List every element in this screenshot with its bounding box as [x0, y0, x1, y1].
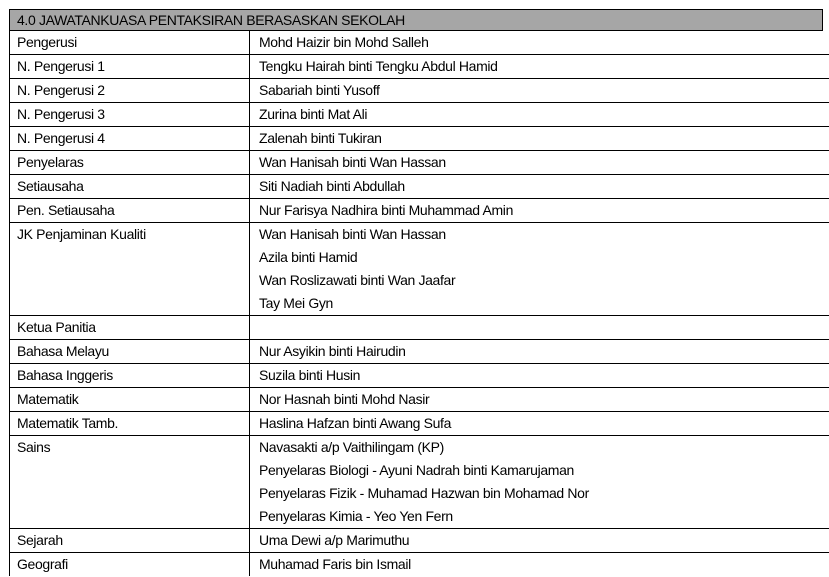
member-name: Haslina Hafzan binti Awang Sufa	[259, 415, 452, 431]
section-title: 4.0 JAWATANKUASA PENTAKSIRAN BERASASKAN SEKOLAH	[9, 9, 823, 31]
member-name: Sabariah binti Yusoff	[259, 82, 380, 98]
member-name: Zurina binti Mat Ali	[259, 106, 368, 122]
names-cell	[250, 388, 829, 412]
table-row	[10, 340, 829, 364]
member-name: Siti Nadiah binti Abdullah	[259, 178, 405, 194]
names-cell	[250, 223, 829, 316]
names-cell	[250, 412, 829, 436]
role-cell: N. Pengerusi 3	[10, 103, 250, 127]
committee-document	[9, 9, 823, 576]
table-row	[10, 31, 829, 55]
table-row	[10, 55, 829, 79]
table-row	[10, 103, 829, 127]
table-row	[10, 529, 829, 553]
names-cell	[250, 553, 829, 577]
table-row	[10, 436, 829, 529]
role-cell: Bahasa Inggeris	[10, 364, 250, 388]
member-name: Suzila binti Husin	[259, 367, 361, 383]
names-cell	[250, 55, 829, 79]
role-cell: Matematik	[10, 388, 250, 412]
names-cell	[250, 364, 829, 388]
member-name: Penyelaras Fizik - Muhamad Hazwan bin Mohamad Nor	[259, 485, 589, 501]
table-row	[10, 412, 829, 436]
member-name: Tay Mei Gyn	[259, 295, 333, 311]
role-cell: Sejarah	[10, 529, 250, 553]
role-cell: N. Pengerusi 2	[10, 79, 250, 103]
role-cell: Pen. Setiausaha	[10, 199, 250, 223]
role-cell: Penyelaras	[10, 151, 250, 175]
member-name: Wan Roslizawati binti Wan Jaafar	[259, 272, 456, 288]
member-name: Nor Hasnah binti Mohd Nasir	[259, 391, 430, 407]
names-cell	[250, 340, 829, 364]
names-cell	[250, 529, 829, 553]
table-row	[10, 223, 829, 316]
table-row	[10, 127, 829, 151]
role-cell: Sains	[10, 436, 250, 529]
table-row	[10, 316, 829, 340]
table-row	[10, 388, 829, 412]
member-name: Tengku Hairah binti Tengku Abdul Hamid	[259, 58, 498, 74]
member-name: Penyelaras Biologi - Ayuni Nadrah binti Kamarujaman	[259, 462, 574, 478]
role-cell: N. Pengerusi 4	[10, 127, 250, 151]
role-cell: JK Penjaminan Kualiti	[10, 223, 250, 316]
table-row	[10, 79, 829, 103]
committee-table-body	[10, 31, 829, 576]
role-cell: Geografi	[10, 553, 250, 577]
member-name: Nur Asyikin binti Hairudin	[259, 343, 406, 359]
names-cell	[250, 151, 829, 175]
member-name: Mohd Haizir bin Mohd Salleh	[259, 34, 429, 50]
member-name: Zalenah binti Tukiran	[259, 130, 382, 146]
committee-table	[9, 31, 829, 576]
role-cell: Matematik Tamb.	[10, 412, 250, 436]
names-cell	[250, 103, 829, 127]
table-row	[10, 175, 829, 199]
member-name: Penyelaras Kimia - Yeo Yen Fern	[259, 508, 453, 524]
names-cell	[250, 316, 829, 340]
names-cell	[250, 127, 829, 151]
names-cell	[250, 436, 829, 529]
role-cell: Ketua Panitia	[10, 316, 250, 340]
member-name: Navasakti a/p Vaithilingam (KP)	[259, 439, 444, 455]
member-name: Muhamad Faris bin Ismail	[259, 556, 411, 572]
member-name	[259, 316, 829, 339]
role-cell: N. Pengerusi 1	[10, 55, 250, 79]
table-row	[10, 199, 829, 223]
role-cell: Bahasa Melayu	[10, 340, 250, 364]
role-cell: Pengerusi	[10, 31, 250, 55]
table-row	[10, 364, 829, 388]
table-row	[10, 151, 829, 175]
member-name: Wan Hanisah binti Wan Hassan	[259, 154, 446, 170]
names-cell	[250, 79, 829, 103]
member-name: Nur Farisya Nadhira binti Muhammad Amin	[259, 202, 514, 218]
names-cell	[250, 199, 829, 223]
member-name: Azila binti Hamid	[259, 249, 358, 265]
member-name: Wan Hanisah binti Wan Hassan	[259, 226, 446, 242]
names-cell	[250, 31, 829, 55]
role-cell: Setiausaha	[10, 175, 250, 199]
member-name: Uma Dewi a/p Marimuthu	[259, 532, 410, 548]
table-row	[10, 553, 829, 577]
names-cell	[250, 175, 829, 199]
